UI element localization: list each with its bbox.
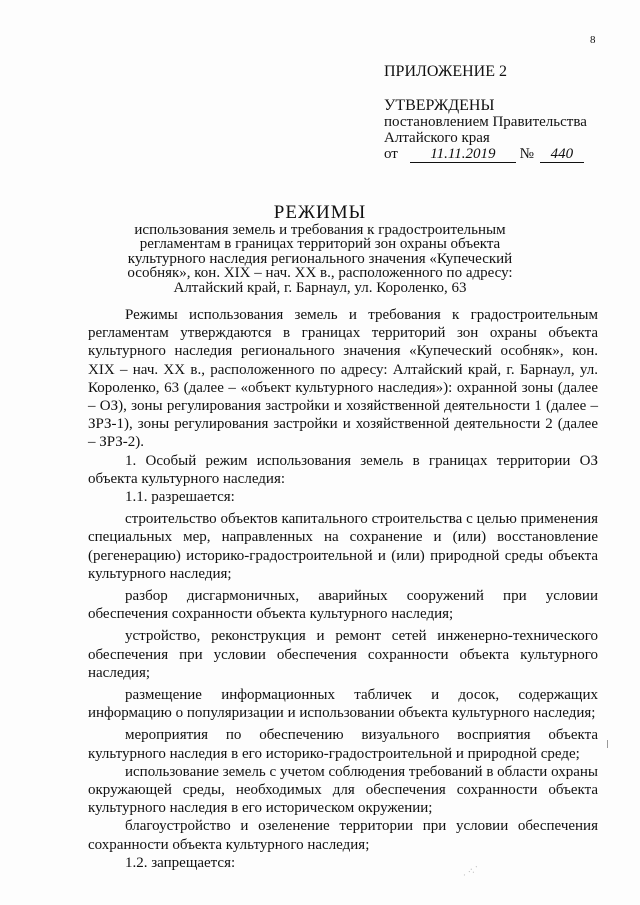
allowed-item-3: устройство, реконструкция и ремонт сетей инженерно-технического обеспечения при условии обеспечения сохранности объекта культурного наследия;	[88, 628, 598, 681]
document-body	[88, 306, 598, 872]
appendix-label: ПРИЛОЖЕНИЕ 2	[384, 63, 508, 80]
subsection-1-2: 1.2. запрещается:	[125, 854, 236, 871]
title-main: РЕЖИМЫ	[273, 202, 367, 223]
resolution-date: 11.11.2019	[410, 146, 516, 163]
allowed-item-2: разбор дисгармоничных, аварийных сооружений при условии обеспечения сохранности объекта культурного наследия;	[88, 588, 598, 623]
title-line-3: культурного наследия регионального значения «Купеческий	[127, 250, 513, 267]
number-sign: №	[519, 146, 534, 162]
section-1-heading: 1. Особый режим использования земель в границах территории ОЗ объекта культурного наследия:	[88, 452, 598, 487]
scan-noise: · ·: ·	[460, 861, 482, 882]
document-title	[120, 202, 520, 296]
date-prefix: от	[384, 146, 398, 162]
approved-by-line-2: Алтайского края	[384, 130, 490, 146]
scan-mark	[607, 740, 608, 748]
title-line-2: регламентам в границах территорий зон охраны объекта	[139, 236, 501, 252]
allowed-item-7: благоустройство и озеленение территории при условии обеспечения сохранности объекта культурного наследия;	[88, 818, 598, 853]
title-line-1: использования земель и требования к градостроительным	[134, 221, 506, 238]
resolution-number: 440	[540, 146, 584, 163]
subsection-1-1: 1.1. разрешается:	[125, 489, 235, 506]
approved-label: УТВЕРЖДЕНЫ	[384, 97, 495, 114]
title-line-4: особняк», кон. XIX – нач. XX в., расположенного по адресу:	[127, 265, 513, 281]
allowed-item-6: использование земель с учетом соблюдения требований в области охраны окружающей среды, необходимых для обеспечения сохранности объекта культурного наследия в его историческом окружении;	[88, 763, 598, 817]
allowed-item-5: мероприятия по обеспечению визуального восприятия объекта культурного наследия в его историко-градостроительной и природной среде;	[88, 727, 598, 762]
approval-block	[384, 64, 587, 163]
intro-paragraph: Режимы использования земель и требования к градостроительным регламентам утверждаются в границах территорий зон охраны объекта культурного наследия регионального значения «Купеческий особняк», кон. XIX – нач. XX в., расположенного по адресу: Алтайский край, г. Барнаул, ул. Короленко, 63 (далее – «объект культурного наследия»): охранной зоны (далее – ОЗ), зоны регулирования застройки и хозяйственной деятельности 1 (далее – ЗРЗ-1), зоны регулирования застройки и хозяйственной деятельности 2 (далее – ЗРЗ-2).	[88, 307, 598, 451]
page-number: 8	[590, 34, 596, 46]
date-number-line	[384, 146, 587, 163]
approved-by-line-1: постановлением Правительства	[384, 114, 587, 130]
title-line-5: Алтайский край, г. Барнаул, ул. Короленко, 63	[173, 279, 467, 296]
allowed-item-4: размещение информационных табличек и досок, содержащих информацию о популяризации и использовании объекта культурного наследия;	[88, 687, 598, 722]
allowed-item-1: строительство объектов капитального строительства с целью применения специальных мер, направленных на сохранение и (или) восстановление (регенерацию) историко-градостроительной и (или) природной среды объекта культурного наследия;	[88, 511, 598, 582]
